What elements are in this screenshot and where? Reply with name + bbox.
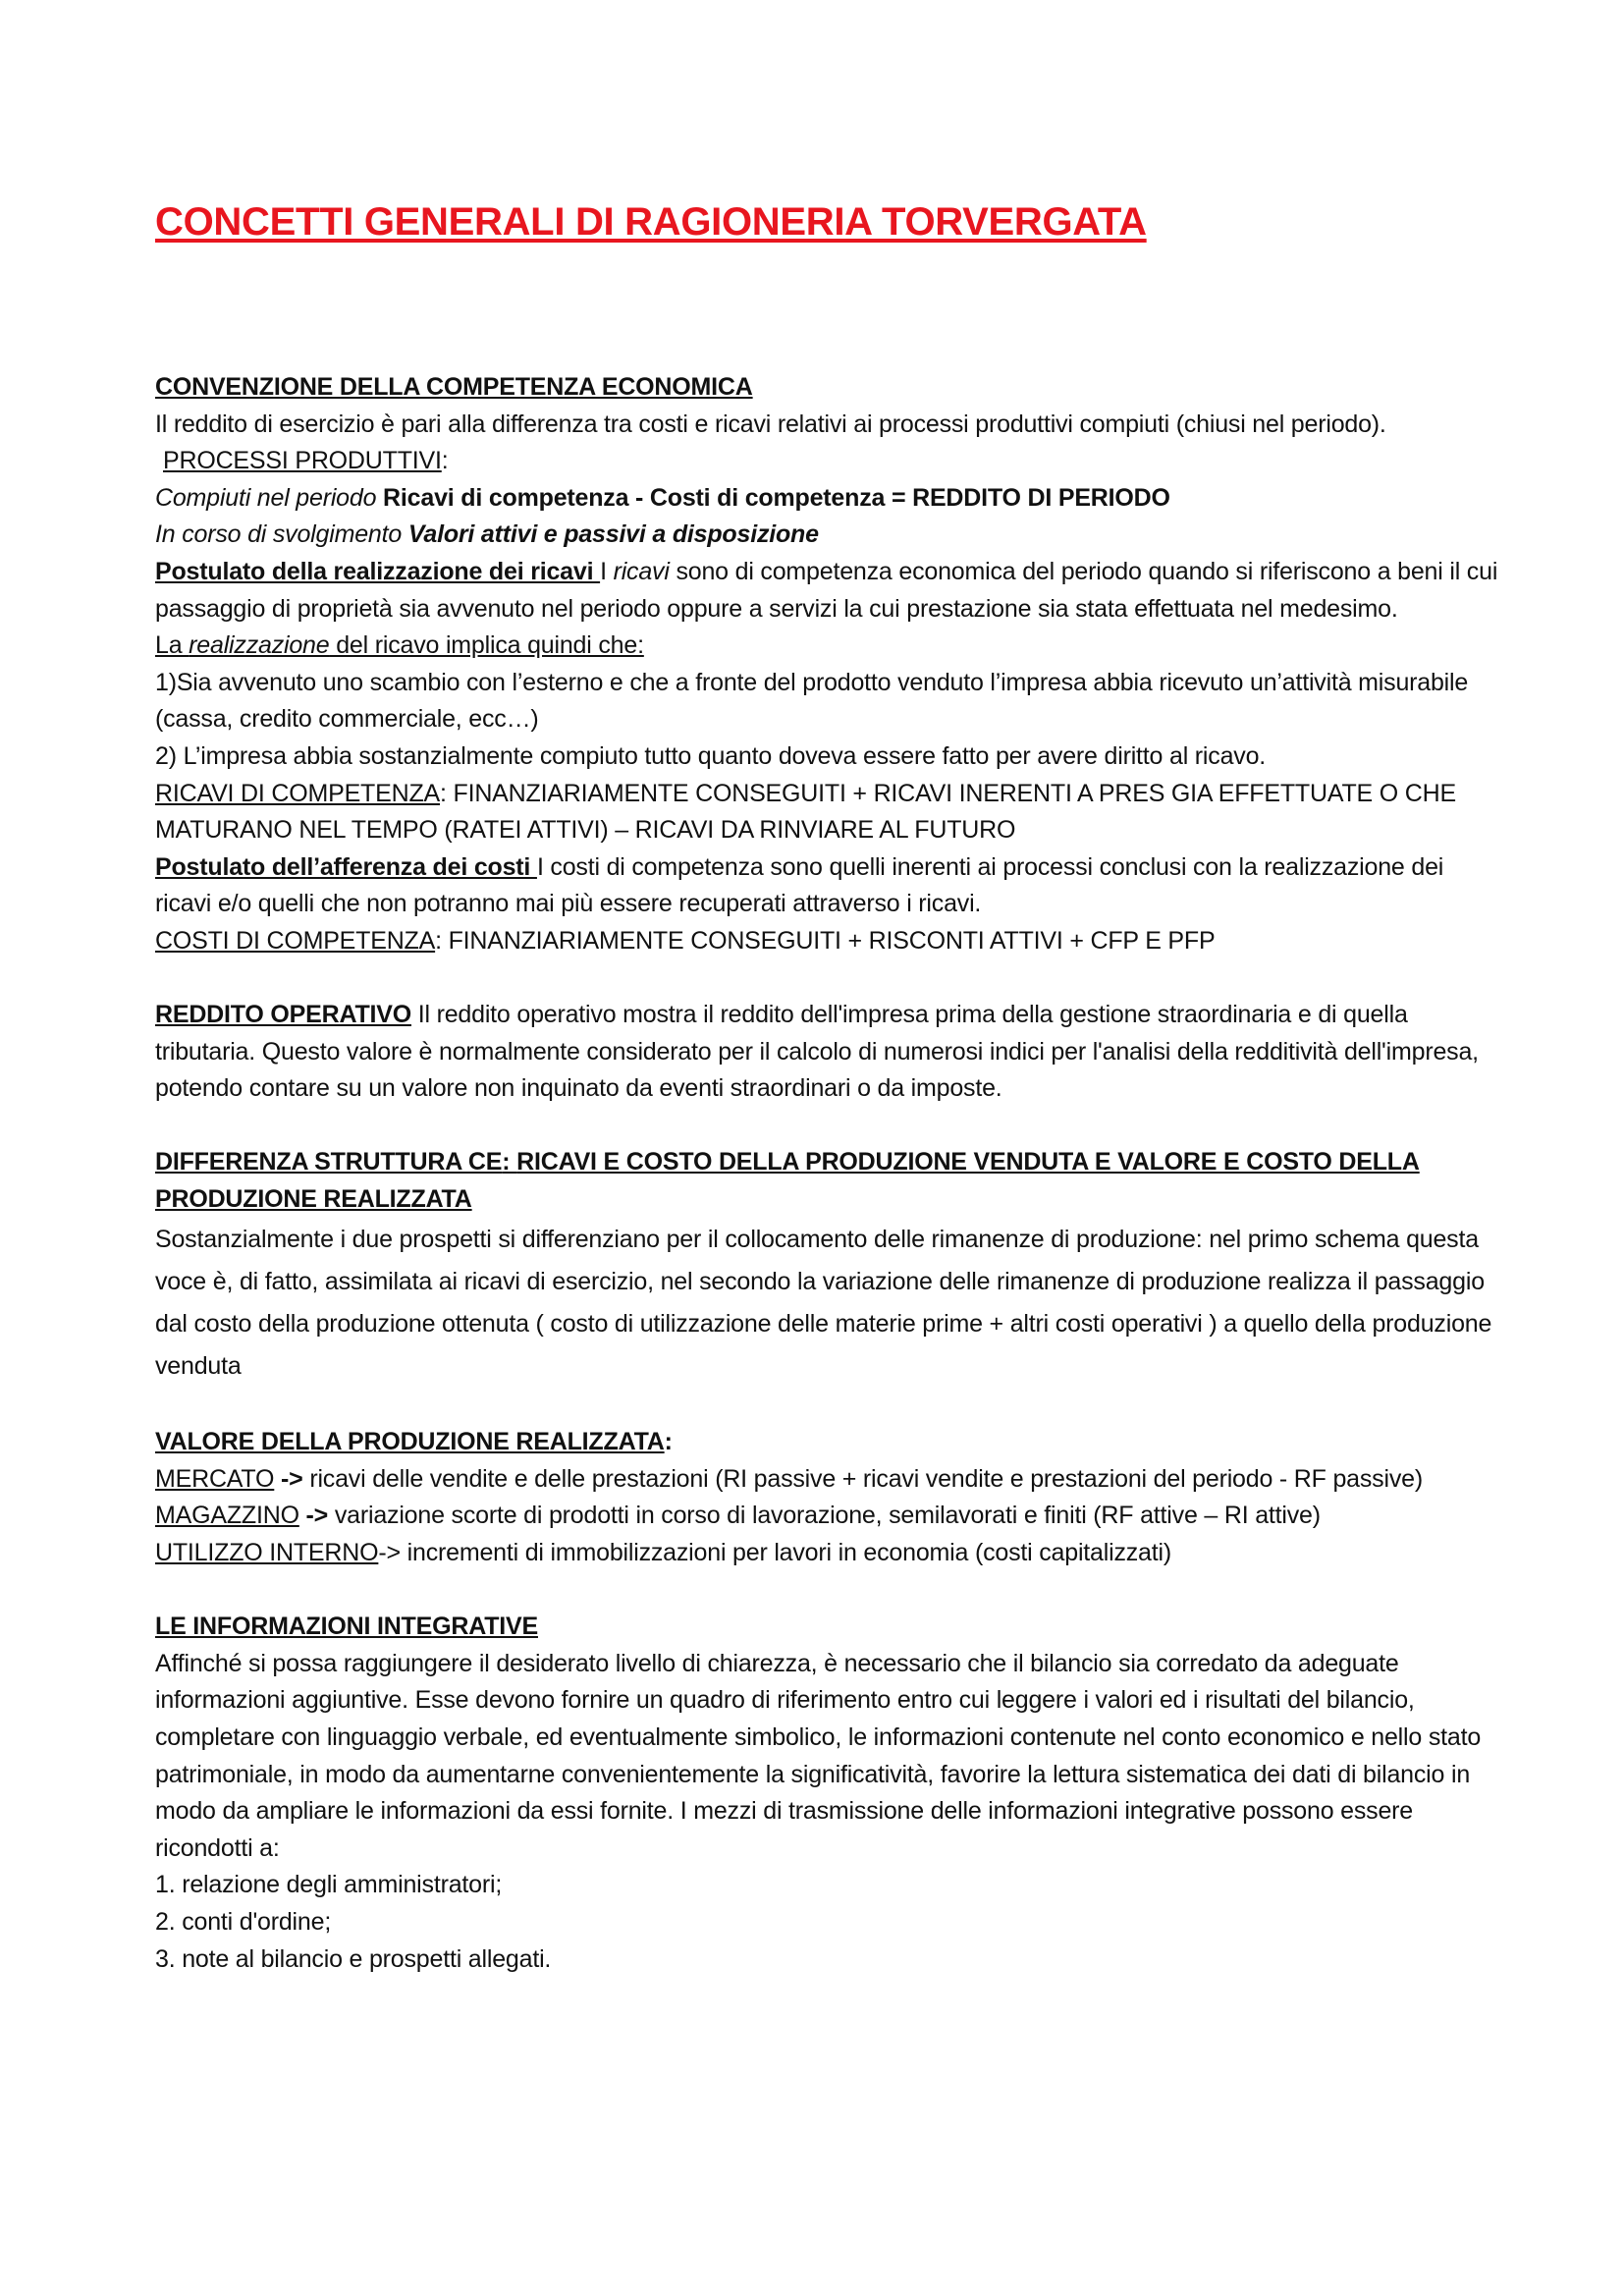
- postulato-realizzazione: Postulato della realizzazione dei ricavi I ricavi sono di competenza economica del periodo quando si riferiscono a beni il cui passaggio di proprietà sia avvenuto nel periodo oppure a servizi la cui prestazione sia stata effettuata nel medesimo.: [155, 557, 1498, 623]
- spacer: [155, 960, 1500, 998]
- informazioni-integrative-text: Affinché si possa raggiungere il desiderato livello di chiarezza, è necessario che il bilancio sia corredato da adeguate informazioni aggiuntive. Esse devono fornire un quadro di riferimento entro cui leggere i valori ed i risultati del bilancio, completare con linguaggio verbale, ed eventualmente simbolico, le informazioni contenute nel conto economico e nello stato patrimoniale, in modo da aumentarne convenientemente la significatività, favorire la lettura sistematica dei dati di bilancio in modo da ampliare le informazioni da essi fornite. I mezzi di trasmissione delle informazioni integrative possono essere ricondotti a:: [155, 1649, 1482, 1862]
- realizzazione-line: La realizzazione del ricavo implica quindi che:: [155, 631, 644, 660]
- list-item: 2. conti d'ordine;: [155, 1907, 332, 1936]
- costi-competenza: COSTI DI COMPETENZA: FINANZIARIAMENTE CONSEGUITI + RISCONTI ATTIVI + CFP E PFP: [155, 926, 1216, 955]
- compiuti-line: Compiuti nel periodo Ricavi di competenza - Costi di competenza = REDDITO DI PERIODO: [155, 483, 1170, 512]
- mercato-line: MERCATO -> ricavi delle vendite e delle prestazioni (RI passive + ricavi vendite e prestazioni del periodo - RF passive): [155, 1464, 1423, 1493]
- section-competenza-intro: Il reddito di esercizio è pari alla differenza tra costi e ricavi relativi ai processi produttivi compiuti (chiusi nel periodo).: [155, 410, 1386, 438]
- spacer: [155, 1572, 1500, 1610]
- section-competenza-heading: CONVENZIONE DELLA COMPETENZA ECONOMICA: [155, 373, 753, 401]
- spacer: [155, 1388, 1500, 1425]
- informazioni-integrative-heading: LE INFORMAZIONI INTEGRATIVE: [155, 1613, 538, 1641]
- reddito-operativo: REDDITO OPERATIVO Il reddito operativo mostra il reddito dell'impresa prima della gestione straordinaria e di quella tributaria. Questo valore è normalmente considerato per il calcolo di numerosi indici per l'analisi della redditività dell'impresa, potendo contare su un valore non inquinato da eventi straordinari o da imposte.: [155, 1001, 1479, 1103]
- differenza-struttura-text: Sostanzialmente i due prospetti si differenziano per il collocamento delle rimanenze di produzione: nel primo schema questa voce è, di fatto, assimilata ai ricavi di esercizio, nel secondo la variazione delle rimanenze di produzione realizza il passaggio dal costo della produzione ottenuta ( costo di utilizzazione delle materie prime + altri costi operativi ) a quello della produzione venduta: [155, 1225, 1492, 1380]
- differenza-struttura-heading: DIFFERENZA STRUTTURA CE: RICAVI E COSTO DELLA PRODUZIONE VENDUTA E VALORE E COSTO DELLA PRODUZIONE REALIZZATA: [155, 1148, 1420, 1214]
- document-body: [155, 369, 1500, 1978]
- point-2: 2) L’impresa abbia sostanzialmente compiuto tutto quanto doveva essere fatto per avere diritto al ricavo.: [155, 741, 1267, 770]
- in-corso-line: In corso di svolgimento Valori attivi e passivi a disposizione: [155, 520, 819, 549]
- magazzino-line: MAGAZZINO -> variazione scorte di prodotti in corso di lavorazione, semilavorati e finiti (RF attive – RI attive): [155, 1502, 1321, 1530]
- point-1: 1)Sia avvenuto uno scambio con l’esterno e che a fronte del prodotto venduto l’impresa abbia ricevuto un’attività misurabile (cassa, credito commerciale, ecc…): [155, 668, 1469, 734]
- document-title: CONCETTI GENERALI DI RAGIONERIA TORVERGATA: [155, 200, 1147, 244]
- valore-produzione-heading: VALORE DELLA PRODUZIONE REALIZZATA:: [155, 1428, 673, 1456]
- spacer: [155, 1108, 1500, 1145]
- postulato-afferenza: Postulato dell’afferenza dei costi I costi di competenza sono quelli inerenti ai processi conclusi con la realizzazione dei ricavi e/o quelli che non potranno mai più essere recuperati attraverso i ricavi.: [155, 852, 1444, 918]
- ricavi-competenza: RICAVI DI COMPETENZA: FINANZIARIAMENTE CONSEGUITI + RICAVI INERENTI A PRES GIA EFFETTUATE O CHE MATURANO NEL TEMPO (RATEI ATTIVI) – RICAVI DA RINVIARE AL FUTURO: [155, 779, 1456, 845]
- list-item: 3. note al bilancio e prospetti allegati.: [155, 1944, 552, 1973]
- processi-produttivi-label: PROCESSI PRODUTTIVI:: [163, 447, 449, 475]
- utilizzo-interno-line: UTILIZZO INTERNO-> incrementi di immobilizzazioni per lavori in economia (costi capitalizzati): [155, 1539, 1171, 1567]
- list-item: 1. relazione degli amministratori;: [155, 1871, 503, 1899]
